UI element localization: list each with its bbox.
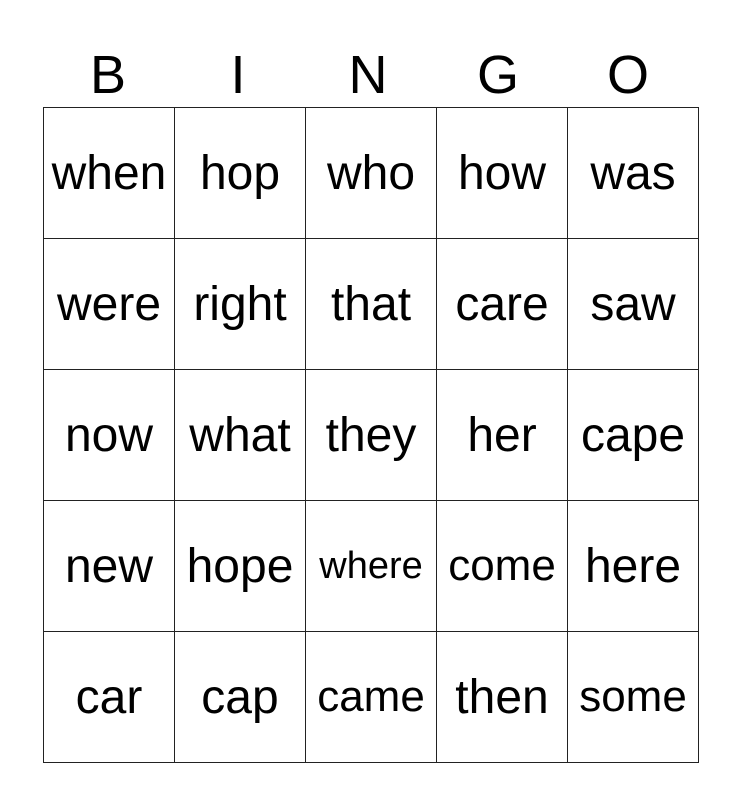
- bingo-cell[interactable]: now: [44, 370, 175, 501]
- bingo-cell[interactable]: her: [437, 370, 568, 501]
- bingo-cell[interactable]: what: [175, 370, 306, 501]
- header-letter-n: N: [348, 45, 388, 105]
- bingo-cell[interactable]: they: [306, 370, 437, 501]
- bingo-cell[interactable]: come: [437, 501, 568, 632]
- bingo-cell[interactable]: hop: [175, 108, 306, 239]
- bingo-cell[interactable]: who: [306, 108, 437, 239]
- bingo-cell[interactable]: that: [306, 239, 437, 370]
- bingo-cell[interactable]: cape: [568, 370, 699, 501]
- bingo-cell[interactable]: care: [437, 239, 568, 370]
- bingo-cell[interactable]: then: [437, 632, 568, 763]
- bingo-cell[interactable]: here: [568, 501, 699, 632]
- bingo-cell[interactable]: right: [175, 239, 306, 370]
- bingo-cell[interactable]: where: [306, 501, 437, 632]
- bingo-cell[interactable]: when: [44, 108, 175, 239]
- bingo-row: [44, 370, 699, 501]
- header-letter-g: G: [476, 45, 519, 105]
- bingo-cell[interactable]: how: [437, 108, 568, 239]
- bingo-cell[interactable]: were: [44, 239, 175, 370]
- header-letter-b: B: [89, 45, 127, 105]
- bingo-card: [43, 107, 699, 763]
- bingo-cell[interactable]: came: [306, 632, 437, 763]
- bingo-cell[interactable]: cap: [175, 632, 306, 763]
- bingo-header: [43, 45, 693, 105]
- bingo-row: [44, 501, 699, 632]
- bingo-cell[interactable]: new: [44, 501, 175, 632]
- bingo-cell[interactable]: car: [44, 632, 175, 763]
- bingo-cell[interactable]: saw: [568, 239, 699, 370]
- bingo-row: [44, 239, 699, 370]
- bingo-row: [44, 632, 699, 763]
- header-letter-i: I: [230, 45, 246, 105]
- bingo-cell[interactable]: some: [568, 632, 699, 763]
- bingo-cell[interactable]: was: [568, 108, 699, 239]
- header-letter-o: O: [606, 45, 649, 105]
- bingo-row: [44, 108, 699, 239]
- bingo-cell[interactable]: hope: [175, 501, 306, 632]
